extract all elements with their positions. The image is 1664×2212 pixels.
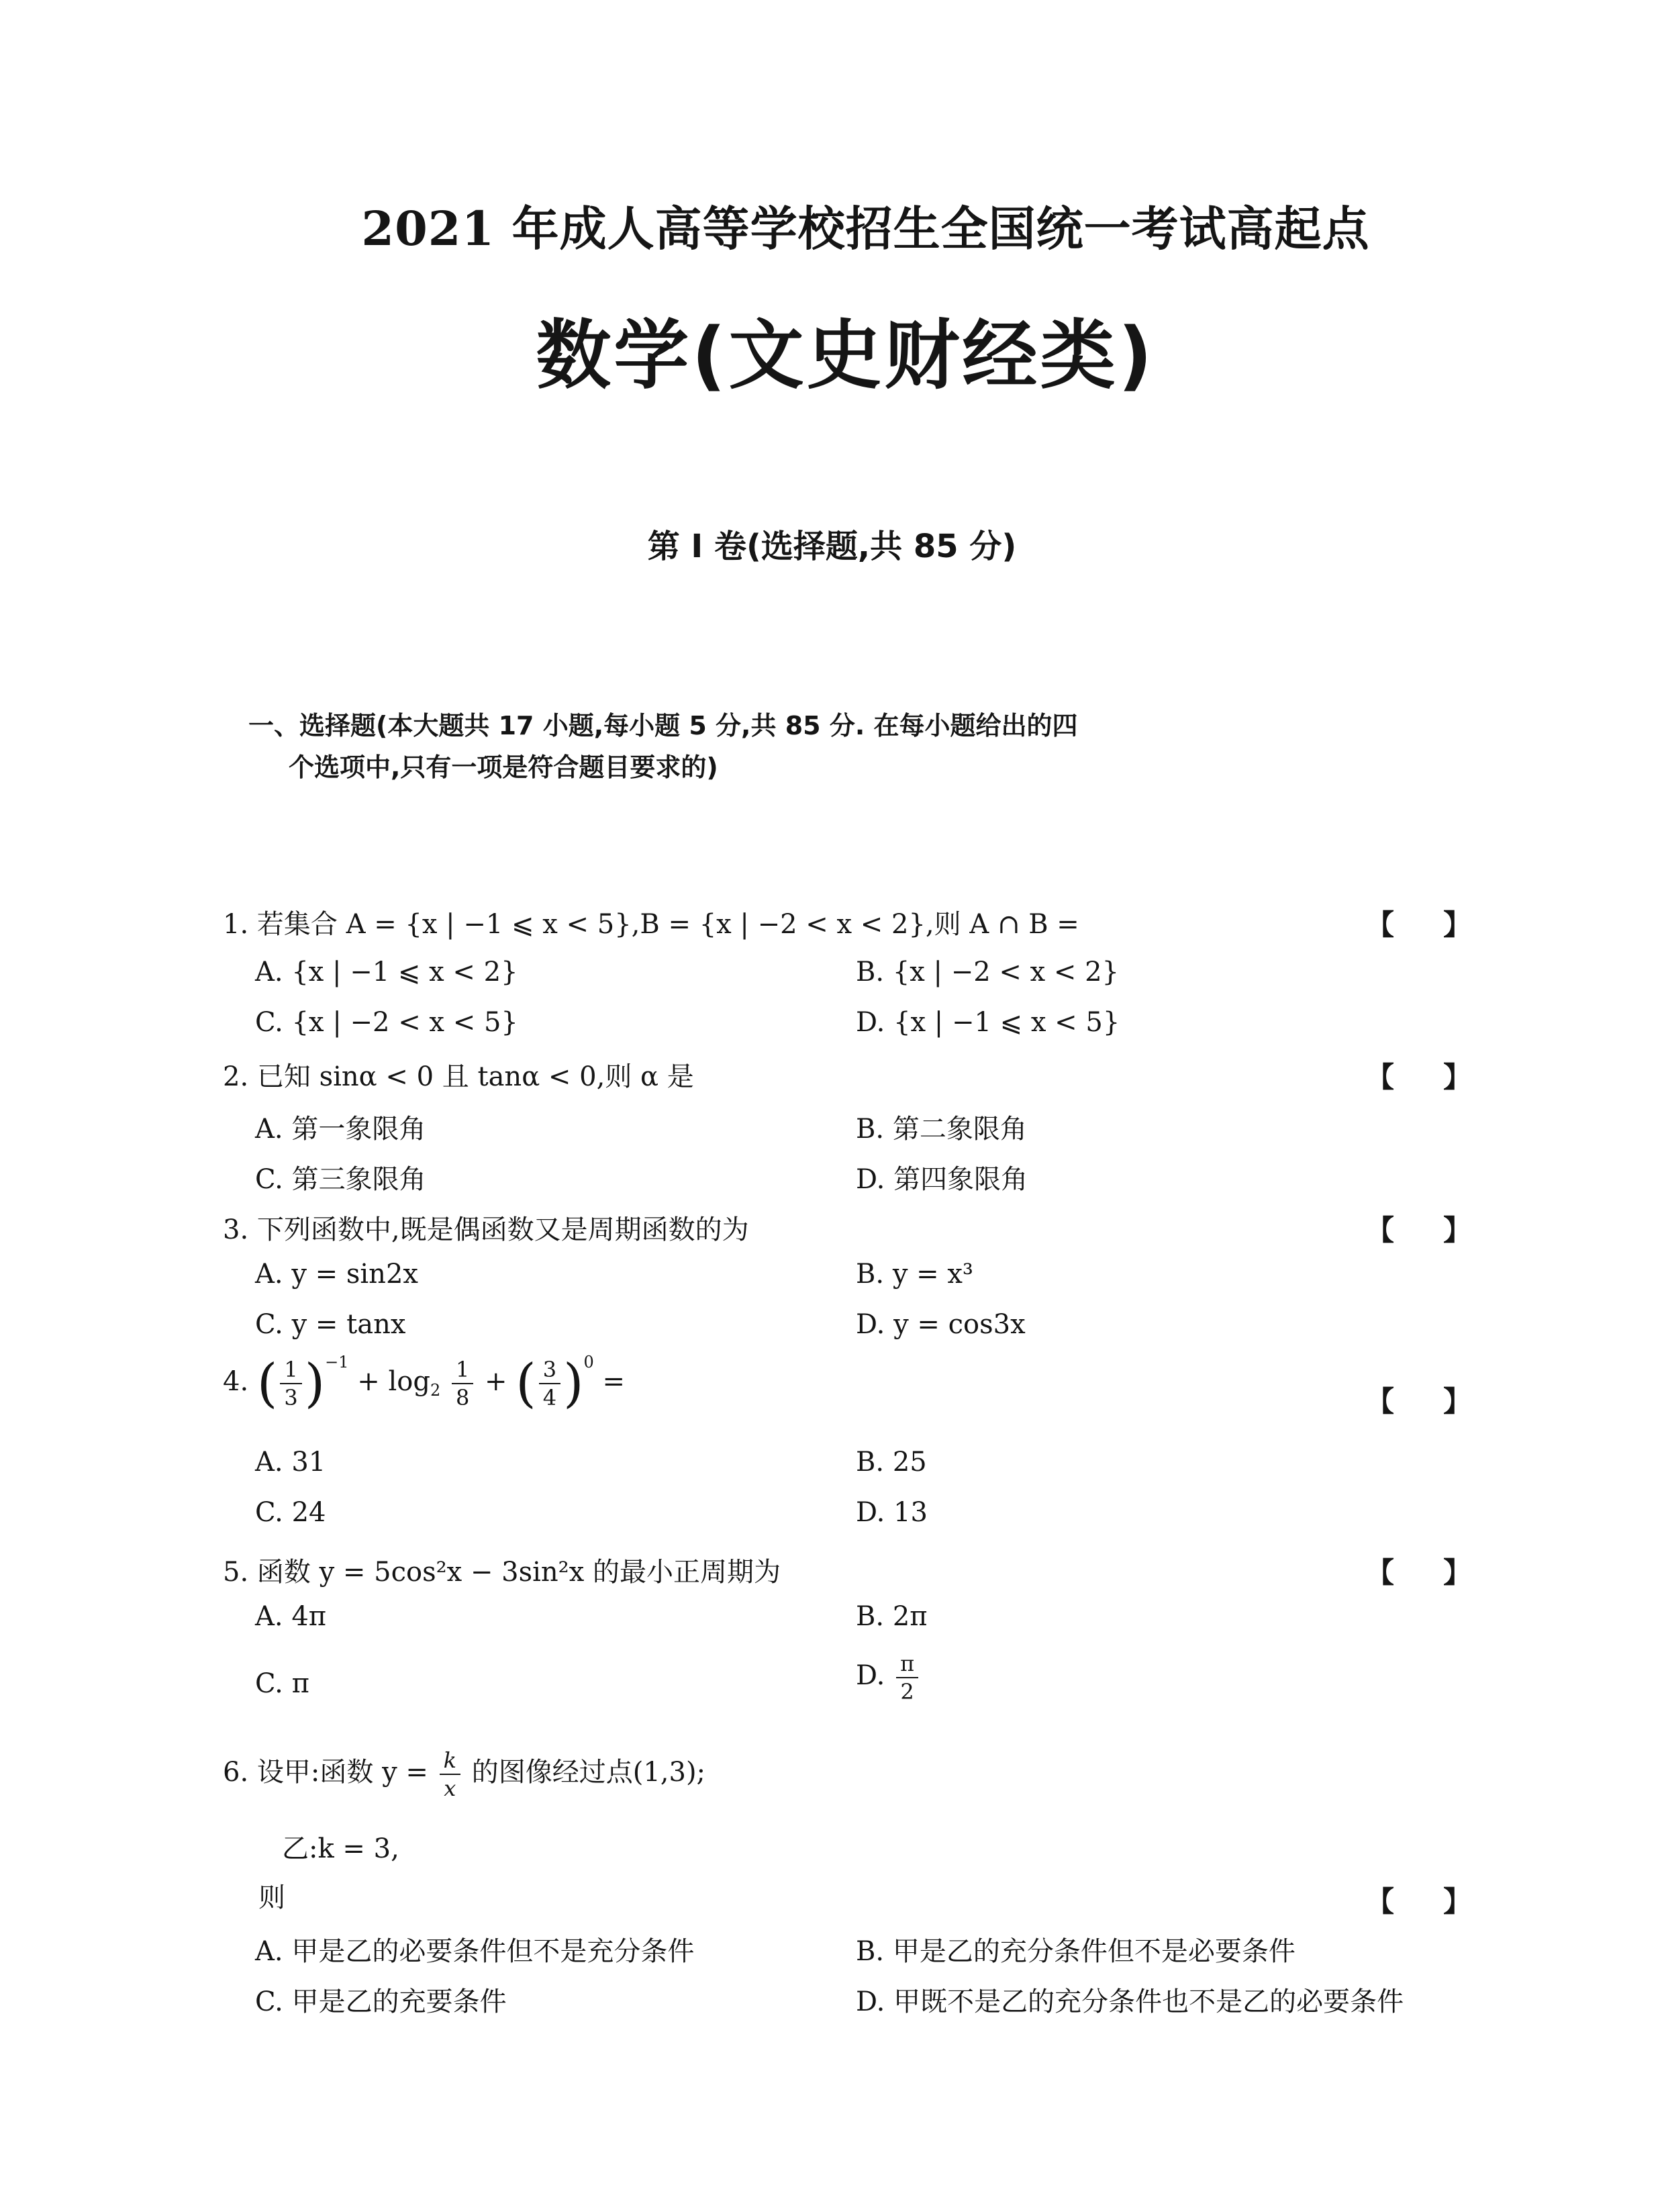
log-term: + log [357, 1366, 430, 1397]
fraction-one-eighth [452, 1356, 473, 1411]
question-4-answer-bracket: 【 】 [1366, 1385, 1472, 1418]
section-instructions [248, 705, 1175, 788]
question-6-option-d: D. 甲既不是乙的充分条件也不是乙的必要条件 [856, 1986, 1404, 2017]
question-2-option-c: C. 第三象限角 [255, 1164, 426, 1195]
fraction-numerator: 3 [539, 1356, 560, 1384]
question-4-option-c: C. 24 [255, 1497, 326, 1528]
fraction-numerator: π [896, 1650, 918, 1678]
fraction-denominator: 8 [455, 1385, 470, 1410]
exponent: 0 [583, 1353, 594, 1372]
question-3-stem: 3. 下列函数中,既是偶函数又是周期函数的为 [223, 1214, 749, 1245]
question-5-option-a: A. 4π [255, 1601, 327, 1632]
question-2-stem: 2. 已知 sinα < 0 且 tanα < 0,则 α 是 [223, 1061, 694, 1092]
question-3-option-d: D. y = cos3x [856, 1309, 1026, 1340]
question-4-option-b: B. 25 [856, 1447, 927, 1478]
question-6-prefix: 6. 设甲:函数 y = [223, 1757, 428, 1788]
question-5-option-b: B. 2π [856, 1601, 928, 1632]
question-5-option-d [856, 1650, 921, 1705]
question-3-option-c: C. y = tanx [255, 1309, 406, 1340]
left-paren: ( [516, 1353, 536, 1414]
instructions-line-1: 一、选择题(本大题共 17 小题,每小题 5 分,共 85 分. 在每小题给出的四 [248, 711, 1078, 740]
question-4-stem [223, 1353, 625, 1414]
fraction-denominator: x [444, 1776, 456, 1801]
volume-title: 第 Ⅰ 卷(选择题,共 85 分) [647, 528, 1017, 565]
question-6-stem [223, 1747, 705, 1802]
instructions-line-2: 个选项中,只有一项是符合题目要求的) [289, 753, 718, 782]
question-3-answer-bracket: 【 】 [1366, 1214, 1472, 1247]
fraction-numerator: k [440, 1747, 460, 1775]
question-3-option-a: A. y = sin2x [255, 1259, 418, 1290]
question-6-answer-bracket: 【 】 [1366, 1885, 1472, 1918]
fraction-k-over-x [440, 1747, 460, 1802]
question-2-option-a: A. 第一象限角 [255, 1114, 426, 1145]
fraction-one-third [280, 1356, 301, 1411]
question-1-option-c: C. {x | −2 < x < 5} [255, 1007, 518, 1038]
log-base: 2 [430, 1381, 441, 1400]
fraction-denominator: 4 [542, 1385, 557, 1410]
question-6-then: 则 [258, 1882, 285, 1913]
right-paren: ) [304, 1353, 326, 1414]
question-1-stem: 1. 若集合 A = {x | −1 ⩽ x < 5},B = {x | −2 < x < 2},则 A ∩ B = [223, 909, 1079, 940]
right-paren: ) [563, 1353, 584, 1414]
question-3-option-b: B. y = x³ [856, 1259, 973, 1290]
question-5-stem: 5. 函数 y = 5cos²x − 3sin²x 的最小正周期为 [223, 1557, 781, 1588]
exponent: −1 [325, 1353, 349, 1372]
question-6-option-c: C. 甲是乙的充要条件 [255, 1986, 507, 2017]
fraction-numerator: 1 [280, 1356, 301, 1384]
question-2-option-d: D. 第四象限角 [856, 1164, 1028, 1195]
subject-title: 数学(文史财经类) [536, 312, 1155, 399]
fraction-pi-over-two [896, 1650, 918, 1705]
fraction-denominator: 3 [284, 1385, 298, 1410]
exam-title: 2021 年成人高等学校招生全国统一考试高起点 [361, 201, 1370, 256]
question-5-option-c: C. π [255, 1668, 309, 1699]
question-4-number: 4. [223, 1366, 249, 1397]
question-5-answer-bracket: 【 】 [1366, 1556, 1472, 1589]
question-6-option-b: B. 甲是乙的充分条件但不是必要条件 [856, 1936, 1295, 1967]
question-1-answer-bracket: 【 】 [1366, 908, 1472, 941]
question-2-option-b: B. 第二象限角 [856, 1114, 1027, 1145]
option-d-label: D. [856, 1660, 885, 1691]
question-1-option-a: A. {x | −1 ⩽ x < 2} [255, 957, 518, 988]
question-6-suffix: 的图像经过点(1,3); [471, 1757, 706, 1788]
fraction-numerator: 1 [452, 1356, 473, 1384]
question-6-condition-yi: 乙:k = 3, [282, 1833, 399, 1864]
question-1-option-b: B. {x | −2 < x < 2} [856, 957, 1120, 988]
fraction-three-quarters [539, 1356, 560, 1411]
question-4-option-d: D. 13 [856, 1497, 928, 1528]
plus-sign: + [485, 1366, 507, 1397]
question-6-option-a: A. 甲是乙的必要条件但不是充分条件 [255, 1936, 695, 1967]
fraction-denominator: 2 [900, 1679, 914, 1704]
question-2-answer-bracket: 【 】 [1366, 1061, 1472, 1094]
left-paren: ( [256, 1353, 278, 1414]
equals-sign: = [602, 1366, 626, 1397]
question-4-option-a: A. 31 [255, 1447, 326, 1478]
question-1-option-d: D. {x | −1 ⩽ x < 5} [856, 1007, 1120, 1038]
